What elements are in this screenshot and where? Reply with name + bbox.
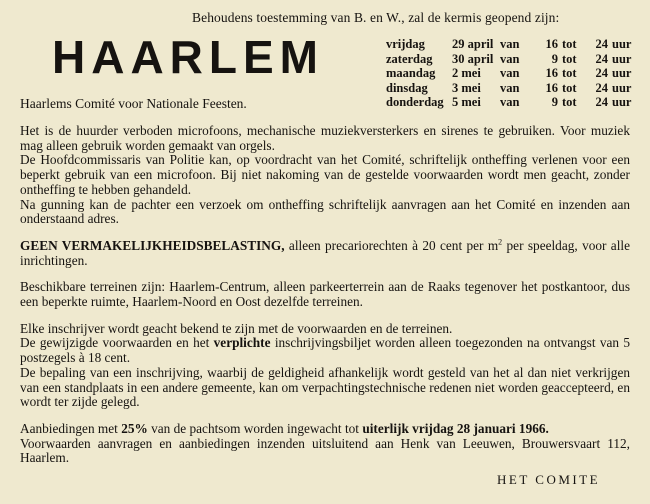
schedule-row [386, 81, 636, 96]
schedule-from: 16 [545, 66, 558, 81]
schedule-tot: tot [562, 80, 577, 95]
paragraph-terrains [20, 280, 630, 309]
text-line: De gewijzigde voorwaarden en het [20, 335, 214, 351]
text-line: Aanbiedingen met [20, 420, 122, 436]
schedule-van: van [500, 51, 520, 66]
schedule-tot: tot [562, 51, 577, 66]
schedule-van: van [500, 95, 520, 110]
schedule-unit: uur [612, 51, 632, 66]
schedule-to: 24 [595, 66, 608, 81]
text-line: Het is de huurder verboden microfoons, mechanische muziekversterkers en sirenes te gebruiken. Voor muziek mag alleen gebruik worden gemaakt van orgels. [20, 123, 630, 153]
schedule-unit: uur [612, 80, 632, 95]
schedule-from: 9 [551, 51, 558, 66]
body-text [20, 124, 630, 466]
schedule-to: 24 [595, 80, 608, 95]
schedule-to: 24 [595, 95, 608, 110]
schedule-row [386, 52, 636, 67]
schedule-unit: uur [612, 95, 632, 110]
schedule-date: 3 mei [452, 80, 481, 95]
text-line: Na gunning kan de pachter een verzoek om ontheffing schriftelijk aanvragen aan het Comité en inzenden aan onderstaand adres. [20, 196, 630, 227]
paragraph-conditions [20, 322, 630, 410]
schedule-van: van [500, 37, 520, 51]
text-line: De bepaling van een inschrijving, waarbij de geldigheid afhankelijk wordt gesteld van het al dan niet verkrijgen van een standplaats in een andere gemeente, kan om verpachtingstechnische redenen niet worden geaccepteerd, en wordt ter zijde gelegd. [20, 364, 630, 410]
tax-heading: GEEN VERMAKELIJKHEIDSBELASTING, [20, 237, 285, 253]
schedule-day: vrijdag [386, 37, 425, 51]
schedule-day: zaterdag [386, 51, 433, 66]
schedule-tot: tot [562, 37, 577, 51]
text-line: Beschikbare terreinen zijn: Haarlem-Centrum, alleen parkeerterrein aan de Raaks tegenover het postkantoor, dus een beperkte ruimte, Haarlem-Noord en Oost dezelfde terreinen. [20, 279, 630, 310]
text-line: per speeldag, voor alle inrichtingen. [20, 237, 630, 268]
schedule-from: 9 [551, 95, 558, 110]
schedule-unit: uur [612, 37, 632, 51]
schedule-row [386, 37, 636, 52]
schedule-tot: tot [562, 66, 577, 81]
schedule-day: maandag [386, 66, 436, 81]
schedule-van: van [500, 80, 520, 95]
opening-schedule [386, 37, 636, 110]
text-line: Elke inschrijver wordt geacht bekend te zijn met de voorwaarden en de terreinen. [20, 320, 453, 336]
schedule-row [386, 66, 636, 81]
emphasis: verplichte [213, 335, 271, 351]
text-line: inschrijvingsbiljet worden alleen toegezonden na ontvangst van 5 postzegels à 18 cent. [20, 335, 630, 366]
committee-name: Haarlems Comité voor Nationale Feesten. [20, 96, 247, 111]
schedule-date: 29 april [452, 37, 494, 51]
paragraph-offers [20, 422, 630, 466]
schedule-from: 16 [545, 37, 558, 51]
schedule-from: 16 [545, 80, 558, 95]
superscript: 2 [498, 237, 503, 247]
schedule-to: 24 [595, 37, 608, 51]
schedule-unit: uur [612, 66, 632, 81]
paragraph-tax [20, 239, 630, 268]
emphasis: 25% [121, 420, 148, 436]
text-line: De Hoofdcommissaris van Politie kan, op voordracht van het Comité, schriftelijk ontheffing verlenen voor een beperkt gebruik van een microfoon. Bij niet nakoming van de gestelde voorwaarden wordt men geacht, zonder ontheffing te hebben gehandeld. [20, 152, 630, 197]
schedule-to: 24 [595, 51, 608, 66]
text-line: Voorwaarden aanvragen en aanbiedingen inzenden uitsluitend aan Henk van Leeuwen, Brouwersvaart 112, Haarlem. [20, 435, 630, 466]
schedule-day: dinsdag [386, 80, 428, 95]
paragraph-microphones [20, 124, 630, 227]
schedule-date: 5 mei [452, 95, 481, 110]
signature: HET COMITE [497, 472, 601, 487]
schedule-date: 2 mei [452, 66, 481, 81]
deadline: uiterlijk vrijdag 28 januari 1966. [362, 420, 549, 436]
schedule-van: van [500, 66, 520, 81]
city-title: HAARLEM [52, 31, 324, 83]
schedule-row [386, 95, 636, 110]
text-line: alleen precariorechten à 20 cent per m [284, 237, 499, 253]
text-line: van de pachtsom worden ingewacht tot [147, 420, 363, 436]
schedule-tot: tot [562, 95, 577, 110]
opening-notice: Behoudens toestemming van B. en W., zal de kermis geopend zijn: [192, 10, 560, 25]
schedule-date: 30 april [452, 51, 494, 66]
schedule-day: donderdag [386, 95, 444, 110]
